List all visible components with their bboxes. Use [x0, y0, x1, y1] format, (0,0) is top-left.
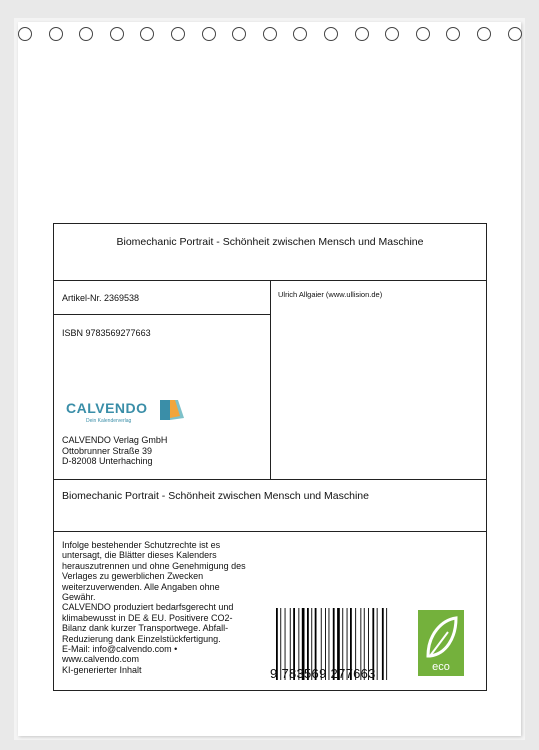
legal-line: Infolge bestehender Schutzrechte ist es — [62, 540, 221, 550]
legal-line: KI-generierter Inhalt — [62, 664, 142, 675]
subtitle-box — [53, 479, 487, 532]
binding-ring-icon — [110, 27, 124, 41]
legal-line: Gewähr. — [62, 592, 96, 603]
binding-ring-icon — [79, 27, 93, 41]
binding-ring-icon — [416, 27, 430, 41]
eco-leaf-icon — [418, 610, 464, 676]
author-credit: Ulrich Allgaier (www.ullision.de) — [278, 290, 383, 299]
legal-line: herauszutrennen und ohne Genehmigung des — [62, 560, 246, 571]
publisher-address — [62, 435, 167, 467]
binding-ring-icon — [508, 27, 522, 41]
legal-line: untersagt, die Blätter dieses Kalenders — [62, 550, 217, 561]
legal-text — [62, 540, 267, 675]
legal-line: www.calvendo.com — [62, 654, 140, 665]
calendar-subtitle: Biomechanic Portrait - Schönheit zwischen Mensch und Maschine — [62, 490, 369, 502]
legal-line: E-Mail: info@calvendo.com • — [62, 644, 178, 655]
legal-line: Reduzierung dank Einzelstückfertigung. — [62, 633, 221, 644]
calvendo-mark-icon — [158, 396, 184, 422]
author-box — [270, 280, 487, 480]
legal-line: Bilanz dank kurzer Transportwege. Abfall- — [62, 623, 229, 634]
binding-rings — [0, 27, 539, 43]
logo-tagline: Dein Kalenderverlag — [86, 418, 132, 424]
article-number: Artikel-Nr. 2369538 — [62, 293, 140, 303]
calendar-title: Biomechanic Portrait - Schönheit zwischen Mensch und Maschine — [116, 236, 424, 248]
legal-line: CALVENDO produziert bedarfsgerecht und — [62, 602, 234, 613]
binding-ring-icon — [18, 27, 32, 41]
barcode-number: 9 783569 277663 — [270, 666, 376, 681]
binding-ring-icon — [324, 27, 338, 41]
article-box — [53, 280, 271, 315]
legal-line: weiterzuverwenden. Alle Angaben ohne — [62, 581, 220, 592]
address-line: CALVENDO Verlag GmbH — [62, 435, 168, 445]
address-line: Ottobrunner Straße 39 — [62, 445, 153, 456]
binding-ring-icon — [385, 27, 399, 41]
binding-ring-icon — [140, 27, 154, 41]
binding-ring-icon — [232, 27, 246, 41]
binding-ring-icon — [49, 27, 63, 41]
publisher-box — [53, 314, 271, 480]
binding-ring-icon — [263, 27, 277, 41]
barcode-bar — [382, 608, 384, 680]
isbn: ISBN 9783569277663 — [62, 328, 151, 338]
eco-text: eco — [432, 661, 450, 673]
legal-info-box — [53, 531, 487, 691]
barcode-bar — [377, 608, 378, 680]
legal-line: Verlages zu gewerblichen Zwecken — [62, 571, 204, 582]
calvendo-logo — [66, 400, 176, 426]
legal-line: klimabewusst in DE & EU. Positivere CO2- — [62, 612, 233, 623]
eco-label — [418, 610, 464, 676]
binding-ring-icon — [477, 27, 491, 41]
binding-ring-icon — [202, 27, 216, 41]
title-box — [53, 223, 487, 281]
logo-text: CALVENDO — [66, 400, 148, 416]
binding-ring-icon — [171, 27, 185, 41]
binding-ring-icon — [446, 27, 460, 41]
barcode-bar — [386, 608, 387, 680]
binding-ring-icon — [293, 27, 307, 41]
binding-ring-icon — [355, 27, 369, 41]
address-line: D-82008 Unterhaching — [62, 456, 153, 466]
